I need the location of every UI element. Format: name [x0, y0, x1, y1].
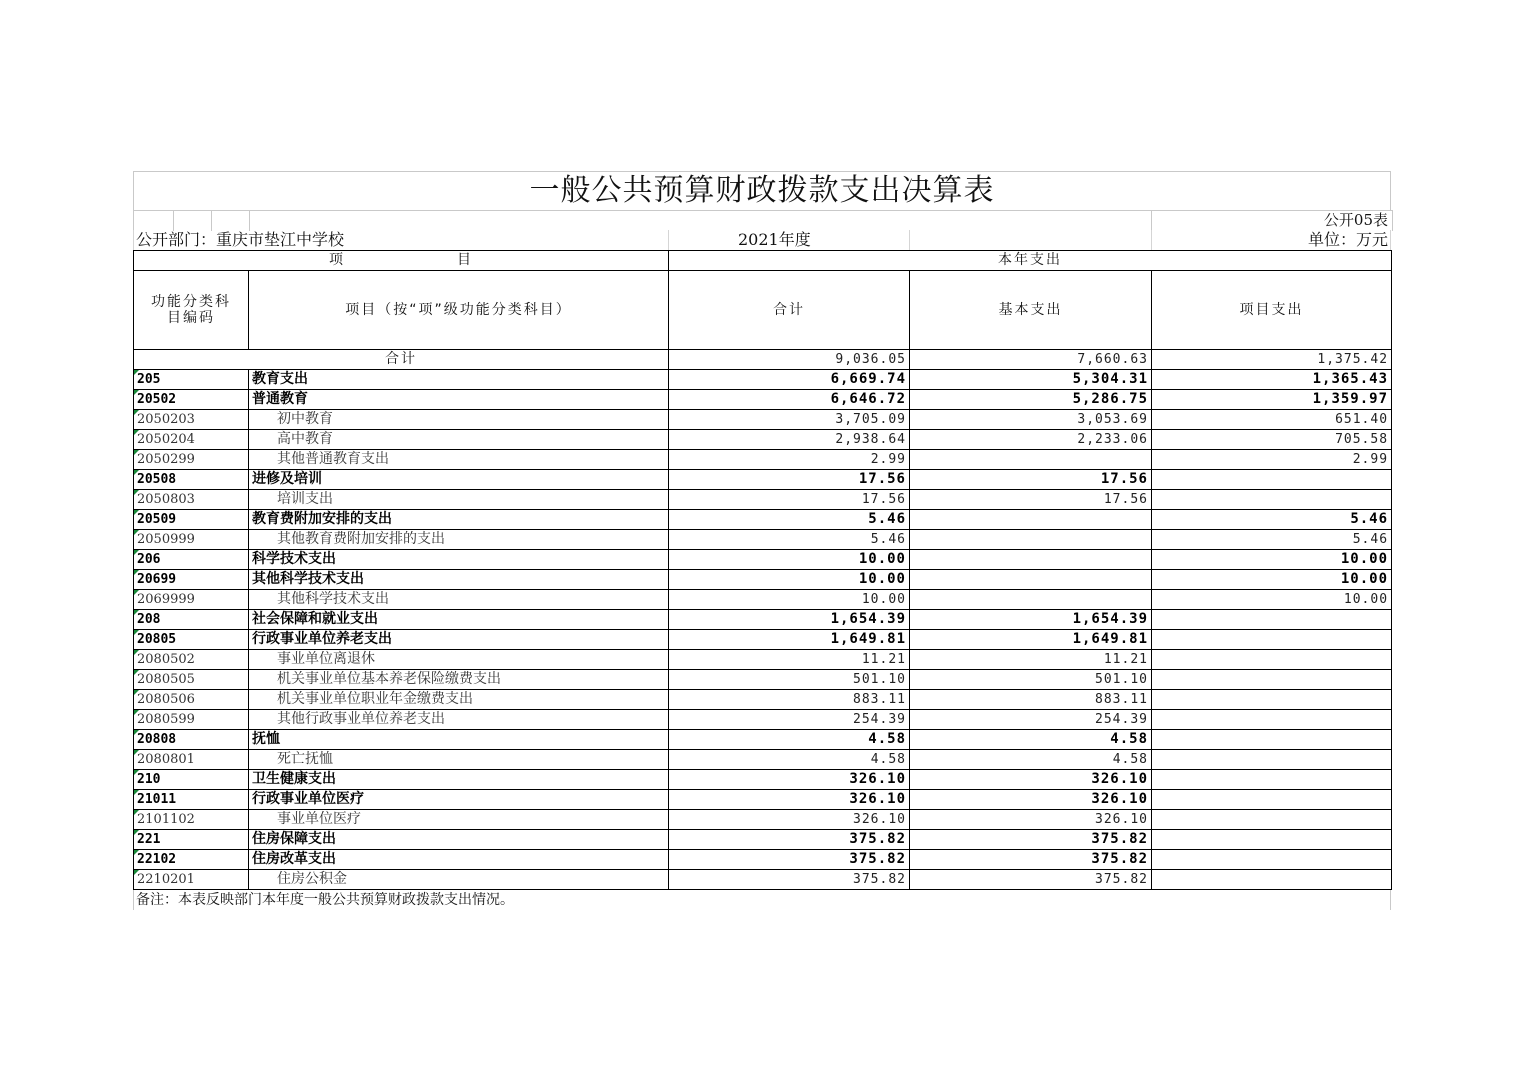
row-project	[1152, 490, 1392, 510]
total-basic: 7,660.63	[910, 350, 1152, 370]
row-total: 4.58	[669, 730, 910, 750]
table-number: 公开05表	[1323, 211, 1388, 229]
row-name: 培训支出	[249, 490, 669, 510]
row-basic: 3,053.69	[910, 410, 1152, 430]
table-row	[134, 530, 1392, 550]
row-basic	[910, 530, 1152, 550]
row-name: 卫生健康支出	[249, 770, 669, 790]
row-name: 机关事业单位基本养老保险缴费支出	[249, 670, 669, 690]
table-row	[134, 550, 1392, 570]
row-code: 2080506	[134, 690, 249, 710]
row-project: 5.46	[1152, 510, 1392, 530]
row-name: 行政事业单位医疗	[249, 790, 669, 810]
row-code: 2080505	[134, 670, 249, 690]
row-code: 2050803	[134, 490, 249, 510]
table-row	[134, 690, 1392, 710]
footnote: 备注：本表反映部门本年度一般公共预算财政拨款支出情况。	[133, 890, 1391, 910]
row-total: 1,649.81	[669, 630, 910, 650]
grid-line	[133, 230, 134, 250]
row-project: 5.46	[1152, 530, 1392, 550]
row-basic	[910, 550, 1152, 570]
table-row	[134, 730, 1392, 750]
table-row	[134, 790, 1392, 810]
row-total: 375.82	[669, 830, 910, 850]
row-project: 10.00	[1152, 570, 1392, 590]
table-row	[134, 830, 1392, 850]
row-basic: 17.56	[910, 470, 1152, 490]
row-code: 2050204	[134, 430, 249, 450]
grid-line	[668, 230, 669, 250]
total-project: 1,375.42	[1152, 350, 1392, 370]
row-basic: 17.56	[910, 490, 1152, 510]
row-code: 20808	[134, 730, 249, 750]
row-code: 21011	[134, 790, 249, 810]
row-project	[1152, 610, 1392, 630]
row-name: 教育支出	[249, 370, 669, 390]
row-name: 事业单位离退休	[249, 650, 669, 670]
table-row	[134, 450, 1392, 470]
row-basic: 375.82	[910, 850, 1152, 870]
row-total: 5.46	[669, 530, 910, 550]
table-row	[134, 630, 1392, 650]
row-project	[1152, 630, 1392, 650]
row-name: 社会保障和就业支出	[249, 610, 669, 630]
row-project	[1152, 850, 1392, 870]
row-name: 其他行政事业单位养老支出	[249, 710, 669, 730]
row-name: 教育费附加安排的支出	[249, 510, 669, 530]
row-total: 17.56	[669, 490, 910, 510]
row-total: 1,654.39	[669, 610, 910, 630]
row-project: 1,365.43	[1152, 370, 1392, 390]
row-basic: 4.58	[910, 730, 1152, 750]
row-name: 事业单位医疗	[249, 810, 669, 830]
row-basic: 1,649.81	[910, 630, 1152, 650]
row-total: 5.46	[669, 510, 910, 530]
table-row	[134, 370, 1392, 390]
meta-row	[133, 230, 1391, 250]
row-total: 6,669.74	[669, 370, 910, 390]
row-code: 20508	[134, 470, 249, 490]
total-label: 合计	[134, 350, 669, 370]
row-basic: 326.10	[910, 770, 1152, 790]
row-code: 208	[134, 610, 249, 630]
row-project: 2.99	[1152, 450, 1392, 470]
row-code: 2080801	[134, 750, 249, 770]
row-project: 705.58	[1152, 430, 1392, 450]
row-total: 10.00	[669, 550, 910, 570]
table-row	[134, 710, 1392, 730]
unit-label: 单位：万元	[1307, 230, 1388, 249]
grid-line	[909, 230, 910, 250]
row-project	[1152, 790, 1392, 810]
table-row	[134, 750, 1392, 770]
row-code: 2050299	[134, 450, 249, 470]
header-name: 项目（按“项”级功能分类科目）	[249, 271, 669, 350]
row-basic: 375.82	[910, 830, 1152, 850]
row-basic	[910, 450, 1152, 470]
table-row	[134, 670, 1392, 690]
row-code: 2210201	[134, 870, 249, 890]
row-project	[1152, 810, 1392, 830]
row-code: 210	[134, 770, 249, 790]
header-item-group: 项 目	[134, 251, 669, 271]
row-project: 651.40	[1152, 410, 1392, 430]
row-total: 501.10	[669, 670, 910, 690]
row-code: 2101102	[134, 810, 249, 830]
header-total: 合计	[669, 271, 910, 350]
row-basic: 5,304.31	[910, 370, 1152, 390]
table-row	[134, 470, 1392, 490]
row-project	[1152, 710, 1392, 730]
row-name: 其他科学技术支出	[249, 590, 669, 610]
row-project: 10.00	[1152, 590, 1392, 610]
total-total: 9,036.05	[669, 350, 910, 370]
row-total: 375.82	[669, 850, 910, 870]
row-total: 326.10	[669, 770, 910, 790]
row-total: 6,646.72	[669, 390, 910, 410]
row-basic: 5,286.75	[910, 390, 1152, 410]
row-total: 375.82	[669, 870, 910, 890]
row-name: 进修及培训	[249, 470, 669, 490]
row-name: 机关事业单位职业年金缴费支出	[249, 690, 669, 710]
row-total: 10.00	[669, 590, 910, 610]
row-total: 17.56	[669, 470, 910, 490]
row-basic: 326.10	[910, 810, 1152, 830]
table-row	[134, 570, 1392, 590]
empty-cell	[133, 210, 174, 231]
expenditure-table	[133, 250, 1392, 890]
row-name: 住房保障支出	[249, 830, 669, 850]
row-total: 883.11	[669, 690, 910, 710]
row-basic: 326.10	[910, 790, 1152, 810]
table-row	[134, 490, 1392, 510]
row-project	[1152, 730, 1392, 750]
row-project	[1152, 870, 1392, 890]
row-code: 205	[134, 370, 249, 390]
row-project	[1152, 750, 1392, 770]
row-name: 住房公积金	[249, 870, 669, 890]
row-basic: 11.21	[910, 650, 1152, 670]
table-number-row	[133, 210, 1391, 230]
row-project: 10.00	[1152, 550, 1392, 570]
total-row	[134, 350, 1392, 370]
row-name: 高中教育	[249, 430, 669, 450]
budget-sheet	[133, 171, 1391, 910]
table-row	[134, 410, 1392, 430]
row-code: 20502	[134, 390, 249, 410]
row-name: 行政事业单位养老支出	[249, 630, 669, 650]
row-total: 326.10	[669, 810, 910, 830]
row-code: 2080599	[134, 710, 249, 730]
row-code: 20699	[134, 570, 249, 590]
row-total: 4.58	[669, 750, 910, 770]
row-project	[1152, 650, 1392, 670]
row-name: 普通教育	[249, 390, 669, 410]
empty-cell	[173, 210, 212, 231]
table-row	[134, 870, 1392, 890]
table-row	[134, 510, 1392, 530]
row-project: 1,359.97	[1152, 390, 1392, 410]
row-project	[1152, 690, 1392, 710]
row-code: 2050999	[134, 530, 249, 550]
table-row	[134, 810, 1392, 830]
row-basic	[910, 570, 1152, 590]
row-code: 2069999	[134, 590, 249, 610]
table-row	[134, 390, 1392, 410]
row-name: 其他普通教育支出	[249, 450, 669, 470]
header-code: 功能分类科目编码	[134, 271, 249, 350]
table-row	[134, 610, 1392, 630]
row-total: 2,938.64	[669, 430, 910, 450]
empty-cell	[249, 210, 1152, 231]
header-basic: 基本支出	[910, 271, 1152, 350]
row-basic: 254.39	[910, 710, 1152, 730]
row-name: 科学技术支出	[249, 550, 669, 570]
row-name: 其他科学技术支出	[249, 570, 669, 590]
row-name: 住房改革支出	[249, 850, 669, 870]
row-project	[1152, 670, 1392, 690]
table-row	[134, 590, 1392, 610]
table-row	[134, 850, 1392, 870]
row-total: 2.99	[669, 450, 910, 470]
header-project: 项目支出	[1152, 271, 1392, 350]
grid-line	[1151, 230, 1152, 250]
row-name: 其他教育费附加安排的支出	[249, 530, 669, 550]
row-total: 326.10	[669, 790, 910, 810]
sheet-title: 一般公共预算财政拨款支出决算表	[133, 171, 1391, 210]
row-code: 2050203	[134, 410, 249, 430]
empty-cell	[211, 210, 250, 231]
row-basic	[910, 590, 1152, 610]
row-total: 3,705.09	[669, 410, 910, 430]
row-code: 2080502	[134, 650, 249, 670]
row-code: 20509	[134, 510, 249, 530]
row-total: 10.00	[669, 570, 910, 590]
row-project	[1152, 830, 1392, 850]
row-basic: 2,233.06	[910, 430, 1152, 450]
row-basic: 1,654.39	[910, 610, 1152, 630]
row-basic	[910, 510, 1152, 530]
table-row	[134, 430, 1392, 450]
row-total: 254.39	[669, 710, 910, 730]
table-row	[134, 650, 1392, 670]
row-basic: 883.11	[910, 690, 1152, 710]
header-year-spend: 本年支出	[669, 251, 1392, 271]
grid-line	[1390, 230, 1391, 250]
row-total: 11.21	[669, 650, 910, 670]
department-label: 公开部门：重庆市垫江中学校	[136, 230, 345, 249]
row-basic: 4.58	[910, 750, 1152, 770]
row-code: 20805	[134, 630, 249, 650]
row-name: 死亡抚恤	[249, 750, 669, 770]
row-project	[1152, 770, 1392, 790]
row-code: 22102	[134, 850, 249, 870]
row-name: 抚恤	[249, 730, 669, 750]
row-name: 初中教育	[249, 410, 669, 430]
row-project	[1152, 470, 1392, 490]
fiscal-year: 2021年度	[738, 230, 811, 249]
row-code: 221	[134, 830, 249, 850]
row-basic: 375.82	[910, 870, 1152, 890]
row-code: 206	[134, 550, 249, 570]
row-basic: 501.10	[910, 670, 1152, 690]
table-row	[134, 770, 1392, 790]
